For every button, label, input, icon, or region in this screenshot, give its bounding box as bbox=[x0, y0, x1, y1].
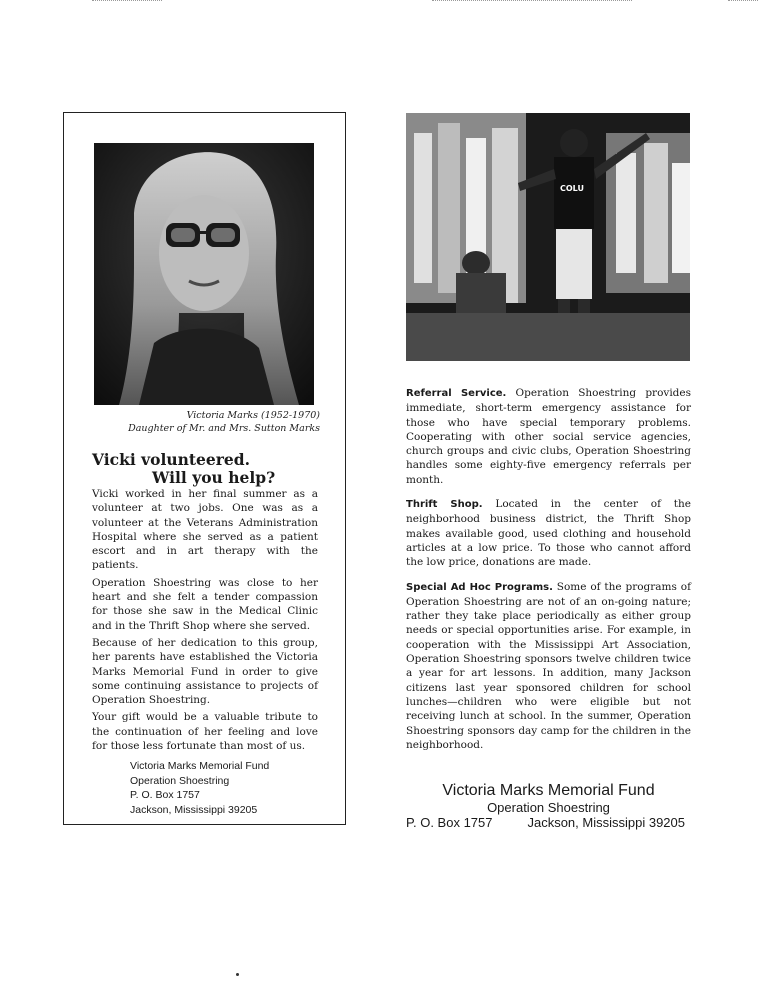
address-line: Operation Shoestring bbox=[130, 774, 230, 787]
paragraph: Operation Shoestring was close to her heart and she felt a tender compassion for those she saw in the Medical Clinic and in the Thrift Shop where she served. bbox=[92, 576, 318, 632]
shirt-lettering: COLU bbox=[560, 184, 584, 193]
address-line: Victoria Marks Memorial Fund bbox=[130, 760, 270, 772]
scan-speck bbox=[236, 973, 239, 976]
section-heading: Referral Service. bbox=[406, 388, 507, 399]
fund-address bbox=[406, 815, 691, 831]
scan-mark-top-left bbox=[92, 0, 162, 7]
headline bbox=[92, 451, 332, 487]
fund-title: Victoria Marks Memorial Fund bbox=[442, 782, 655, 799]
paragraph: Your gift would be a valuable tribute to the continuation of her feeling and love for those less fortunate than most of us. bbox=[92, 711, 318, 753]
memorial-panel bbox=[63, 112, 346, 825]
fund-organization: Operation Shoestring bbox=[487, 800, 610, 815]
section-heading: Thrift Shop. bbox=[406, 499, 483, 511]
scan-mark-top-corner bbox=[728, 0, 758, 7]
thrift-shop-photo bbox=[406, 113, 690, 361]
paragraph: Vicki worked in her final summer as a volunteer at two jobs. One was as a volunteer at the Veterans Administration Hospital where she served as a patient escort and in art therapy with the patients. bbox=[92, 488, 318, 572]
section-heading: Special Ad Hoc Programs. bbox=[406, 581, 553, 593]
section-text: Located in the center of the neighborhood business district, the Thrift Shop makes available good, used clothing and household articles at a low price. To those who cannot afford the low price, donations are made. bbox=[406, 498, 691, 569]
memorial-body bbox=[92, 487, 318, 756]
caption-name: Victoria Marks (1952-1970) bbox=[186, 410, 320, 421]
victoria-marks-portrait bbox=[94, 143, 314, 405]
caption-parents: Daughter of Mr. and Mrs. Sutton Marks bbox=[128, 423, 320, 434]
section-text: Some of the programs of Operation Shoestring are not of an on-going nature; rather they take place periodically as either group needs or special opportunities arise. For example, in cooperation with the Mississippi Art Association, Operation Shoestring sponsors twelve children twice a year for art lessons. In addition, many Jackson citizens last year sponsored children for school lunches—children who were eligible but not receiving lunch at school. In the summer, Operation Shoestring sponsors day camp for the children in the neighborhood. bbox=[406, 580, 691, 751]
mailing-address bbox=[130, 759, 330, 817]
scan-mark-top-right bbox=[432, 0, 632, 7]
paragraph: Because of her dedication to this group, her parents have established the Victoria Marks Memorial Fund in order to give some continuing assistance to projects of Operation Shoestring. bbox=[92, 636, 318, 707]
section-text: Operation Shoestring provides immediate, short-term emergency assistance for those who have special temporary problems. Cooperating with other social service agencies, church groups and civic clubs, Operation Shoestring handles some eighty-five emergency referrals per month. bbox=[406, 387, 691, 486]
address-line: Jackson, Mississippi 39205 bbox=[130, 803, 258, 816]
fund-contact-block bbox=[406, 781, 691, 831]
portrait-caption bbox=[64, 409, 320, 435]
headline-line-2: Will you help? bbox=[152, 468, 276, 487]
fund-city: Jackson, Mississippi 39205 bbox=[527, 815, 685, 830]
program-section-referral bbox=[406, 386, 691, 487]
program-section-special-programs bbox=[406, 580, 691, 753]
program-section-thrift-shop bbox=[406, 497, 691, 569]
headline-line-1: Vicki volunteered. bbox=[92, 450, 251, 469]
fund-po-box: P. O. Box 1757 bbox=[406, 815, 493, 830]
address-line: P. O. Box 1757 bbox=[130, 789, 200, 801]
programs-description bbox=[406, 386, 691, 762]
